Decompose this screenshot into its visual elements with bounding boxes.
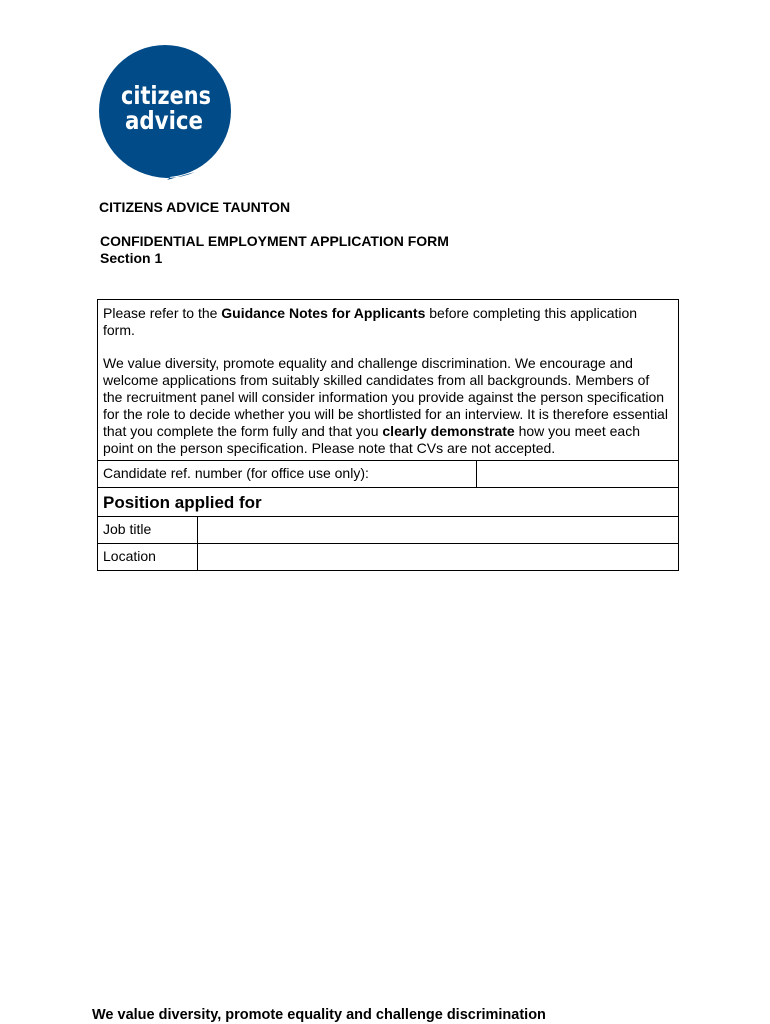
- form-title: CONFIDENTIAL EMPLOYMENT APPLICATION FORM: [100, 233, 449, 249]
- candidate-ref-row: [98, 460, 678, 487]
- footer-statement: We value diversity, promote equality and challenge discrimination: [92, 1007, 546, 1023]
- logo-text-advice: advice: [125, 106, 203, 135]
- section-label: Section 1: [100, 250, 163, 266]
- job-title-row: [98, 516, 678, 543]
- organisation-title: CITIZENS ADVICE TAUNTON: [99, 199, 291, 215]
- location-field[interactable]: [198, 544, 678, 570]
- location-row: [98, 543, 678, 570]
- intro-text: [98, 300, 678, 460]
- candidate-ref-field[interactable]: [477, 461, 678, 487]
- candidate-ref-label: Candidate ref. number (for office use only):: [98, 461, 477, 487]
- location-label: Location: [98, 544, 198, 570]
- job-title-field[interactable]: [198, 517, 678, 543]
- diversity-paragraph: We value diversity, promote equality and challenge discrimination. We encourage and welcome applications from suitably skilled candidates from all backgrounds. Members of the recruitment panel will consider information you provide against the person specification for the role to decide whether you will be shortlisted for an interview. It is therefore essential that you complete the form fully and that you clearly demonstrate how you meet each point on the person specification. Please note that CVs are not accepted.: [103, 355, 668, 456]
- citizens-advice-logo: [97, 44, 233, 180]
- application-form-table: [97, 299, 679, 571]
- form-title-block: [100, 233, 449, 267]
- job-title-label: Job title: [98, 517, 198, 543]
- guidance-paragraph: Please refer to the Guidance Notes for Applicants before completing this application form.: [103, 305, 638, 338]
- guidance-notes-reference: Guidance Notes for Applicants: [221, 305, 426, 321]
- clearly-demonstrate-emphasis: clearly demonstrate: [382, 423, 515, 439]
- logo-text-citizens: citizens: [121, 81, 211, 110]
- position-applied-heading: Position applied for: [98, 487, 678, 516]
